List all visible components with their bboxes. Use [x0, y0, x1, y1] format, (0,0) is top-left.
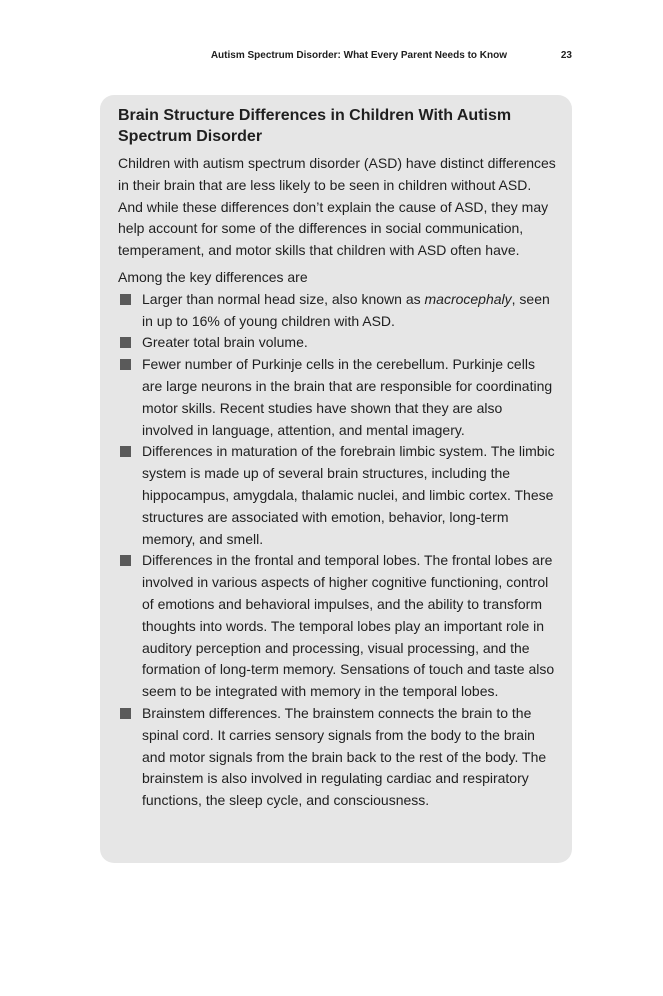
- list-item: [118, 441, 556, 550]
- intro-paragraph: Children with autism spectrum disorder (ASD) have distinct differences in their brain that are less likely to be seen in children without ASD. And while these differences don’t explain the cause of ASD, they may help account for some of the differences in social communication, temperament, and motor skills that children with ASD often have.: [118, 155, 556, 259]
- sidebar-box: [100, 95, 572, 863]
- running-head: [0, 50, 663, 64]
- list-item-text: Differences in the frontal and temporal lobes. The frontal lobes are involved in various aspects of higher cognitive functioning, control of emotions and behavioral impulses, and the ability to transform thoughts into words. The temporal lobes play an important role in auditory perception and processing, visual processing, and the formation of long-term memory. Sensations of touch and taste also seem to be integrated with memory in the temporal lobes.: [142, 552, 555, 700]
- list-item: [118, 332, 556, 354]
- sidebar-title: Brain Structure Differences in Children With Autism Spectrum Disorder: [118, 107, 512, 145]
- square-bullet-icon: [120, 359, 131, 370]
- square-bullet-icon: [120, 708, 131, 719]
- list-item-text: Differences in maturation of the forebrain limbic system. The limbic system is made up of several brain structures, including the hippocampus, amygdala, thalamic nuclei, and limbic cortex. These structures are associated with emotion, behavior, long-term memory, and smell.: [142, 443, 555, 547]
- list-lead-in: Among the key differences are: [118, 268, 308, 285]
- list-item: [118, 289, 556, 333]
- list-item: [118, 550, 556, 703]
- item-text-before: Larger than normal head size, also known as: [142, 290, 425, 307]
- differences-list: [118, 289, 556, 812]
- list-item: [118, 354, 556, 441]
- square-bullet-icon: [120, 446, 131, 457]
- running-title: Autism Spectrum Disorder: What Every Parent Needs to Know: [210, 50, 507, 61]
- term-macrocephaly: macrocephaly: [424, 290, 512, 307]
- page-number: 23: [560, 50, 572, 61]
- square-bullet-icon: [120, 294, 131, 305]
- square-bullet-icon: [120, 555, 131, 566]
- list-item: [118, 703, 556, 812]
- list-item-text: Brainstem differences. The brainstem connects the brain to the spinal cord. It carries sensory signals from the body to the brain and motor signals from the brain back to the rest of the body. The brainstem is also involved in regulating cardiac and respiratory functions, the sleep cycle, and consciousness.: [142, 704, 547, 809]
- list-item-text: [142, 291, 550, 329]
- list-item-text: Greater total brain volume.: [142, 334, 308, 351]
- list-item-text: Fewer number of Purkinje cells in the cerebellum. Purkinje cells are large neurons in the brain that are responsible for coordinating motor skills. Recent studies have shown that they are also involved in language, attention, and mental imagery.: [142, 356, 553, 438]
- square-bullet-icon: [120, 337, 131, 348]
- item-text-after: , seen in up to 16% of young children with ASD.: [142, 290, 550, 329]
